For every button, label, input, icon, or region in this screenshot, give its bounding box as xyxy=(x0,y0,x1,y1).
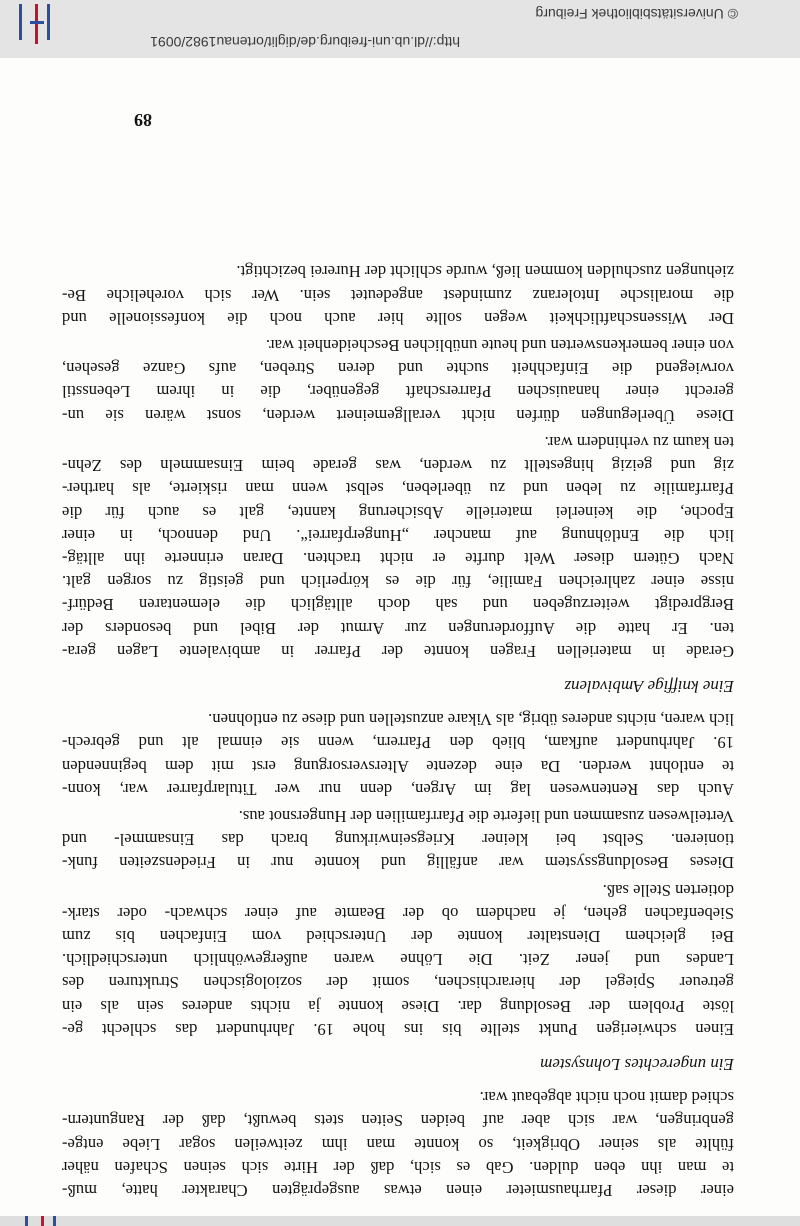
text-line: vorwiegend die Einfachheit suchte und deren Streben, aufs Ganze gesehen, xyxy=(62,359,734,379)
section-1-body xyxy=(62,708,734,1041)
paragraph xyxy=(62,260,734,330)
text-line: ten kaum zu verhindern war. xyxy=(544,432,734,452)
text-line: Diese Überlegungen dürfen nicht verallgemeinert werden, sonst wären sie un- xyxy=(62,405,734,425)
copyright-notice: © Universitätsbibliothek Freiburg xyxy=(535,6,738,22)
text-line: genbringen, war sich aber auf beiden Seiten stets bewußt, daß der Ranguntern- xyxy=(62,1111,734,1131)
text-line: dotierten Stelle saß. xyxy=(602,880,734,900)
text-line: zig und geizig hingestellt zu werden, was gerade beim Einsammeln des Zehn- xyxy=(62,456,734,476)
text-line: Auch das Rentenwesen lag im Argen, denn nur wer Titularpfarrer war, konn- xyxy=(62,779,734,799)
text-line: Epoche, die keinerlei materielle Absicherung kannte, galt es auch für die xyxy=(62,502,734,522)
text-line: nisse einer zahlreichen Familie, für die es körperlich und geistig zu sorgen galt. xyxy=(62,572,734,592)
paragraph xyxy=(62,878,734,1040)
text-line: 19. Jahrhundert aufkam, blieb den Pfarrern, wenn sie einmal alt und gebrech- xyxy=(62,733,734,753)
page-number: 89 xyxy=(134,110,152,130)
text-line: ten. Er hatte die Aufforderungen zur Armut der Bibel und besonders der xyxy=(62,618,734,638)
intro-paragraph xyxy=(62,1086,734,1202)
text-line: Bei gleichem Dienstalter konnte der Unterschied vom Einfachen bis zum xyxy=(62,926,734,946)
top-band xyxy=(0,1216,800,1226)
source-url-link[interactable]: http://dl.ub.uni-freiburg.de/diglit/ortenau1982/0091 xyxy=(150,34,460,50)
text-line: einer dieser Pfarrhausmieter einen etwas ausgeprägten Charakter hatte, muß- xyxy=(62,1181,734,1200)
text-line: getreuer Spiegel der hierarchischen, somit der soziologischen Strukturen des xyxy=(62,973,734,993)
text-line: lich die Entlöhnung auf mancher „Hungerpfarrei“. Und dennoch, in einer xyxy=(62,525,734,545)
section-heading-1: Ein ungerechtes Lohnsystem xyxy=(540,1054,734,1074)
footer-band xyxy=(0,0,800,58)
text-line: schied damit noch nicht abgebaut war. xyxy=(479,1088,734,1108)
text-line: gerecht einer hanauischen Pfarrerschaft gegenüber, die in ihrem Lebensstil xyxy=(62,382,734,402)
text-line: von einer bemerkenswerten und heute unüblichen Bescheidenheit war. xyxy=(265,336,734,356)
text-line: Einen schwierigen Punkt stellte bis ins hohe 19. Jahrhundert das schlecht ge- xyxy=(62,1019,734,1039)
text-line: löste Problem der Besoldung dar. Diese konnte ja nichts anderes sein als ein xyxy=(62,996,734,1016)
text-line: tionieren. Selbst bei kleiner Kriegseinwirkung brach das Einsammel- und xyxy=(62,830,734,850)
paragraph xyxy=(62,805,734,875)
text-line: fühlte als seiner Obrigkeit, so konnte man ihm zeitweilen sogar Liebe entge- xyxy=(62,1134,734,1154)
paragraph xyxy=(62,334,734,427)
text-line: die moralische Intoleranz zumindest angedeutet sein. Wer sich voreheliche Be- xyxy=(62,285,734,305)
text-line: Pfarrfamilie zu leben und zu überleben, selbst wenn man riskierte, als harther- xyxy=(62,479,734,499)
library-logo-icon xyxy=(18,1216,58,1226)
text-line: Gerade in materiellen Fragen konnte der Pfarrer in ambivalente Lagen gera- xyxy=(62,641,734,661)
section-heading-2: Eine kniffige Ambivalenz xyxy=(564,676,734,696)
text-line: Der Wissenschaftlichkeit wegen sollte hier auch noch die konfessionelle und xyxy=(62,308,734,328)
text-line: Verteilwesen zusammen und lieferte die Pfarrfamilien der Hungersnot aus. xyxy=(238,806,734,826)
text-line: Landes und jener Zeit. Die Löhne waren außergewöhnlich unterschiedlich. xyxy=(62,950,734,970)
section-2-body xyxy=(62,260,734,662)
text-line: te man ihn eben dulden. Gab es sich, daß der Hirte sich seinen Schafen näher xyxy=(62,1157,734,1177)
text-line: Dieses Besoldungssystem war anfällig und konnte nur in Friedenszeiten funk- xyxy=(62,853,734,873)
text-line: ziehungen zuschulden kommen ließ, wurde schlicht der Hurerei bezichtigt. xyxy=(236,262,734,282)
text-line: Siebenfachen gehen, je nachdem ob der Beamte auf einer schwach- oder stark- xyxy=(62,903,734,923)
page-text xyxy=(62,260,734,1202)
library-logo-icon xyxy=(12,4,52,44)
paragraph xyxy=(62,431,734,663)
text-line: Bergpredigt weiterzugeben und sah doch alltäglich die elementaren Bedürf- xyxy=(62,595,734,615)
paragraph xyxy=(62,708,734,801)
text-line: lich waren, nichts anderes übrig, als Vikare anzustellen und diese zu entlohnen. xyxy=(208,710,734,730)
text-line: Nach Gütern dieser Welt durfte er nicht trachten. Daran erinnerte ihn alltäg- xyxy=(62,548,734,568)
text-line: te entlohnt werden. Da eine dezente Altersversorgung erst mit dem beginnenden xyxy=(62,756,734,776)
